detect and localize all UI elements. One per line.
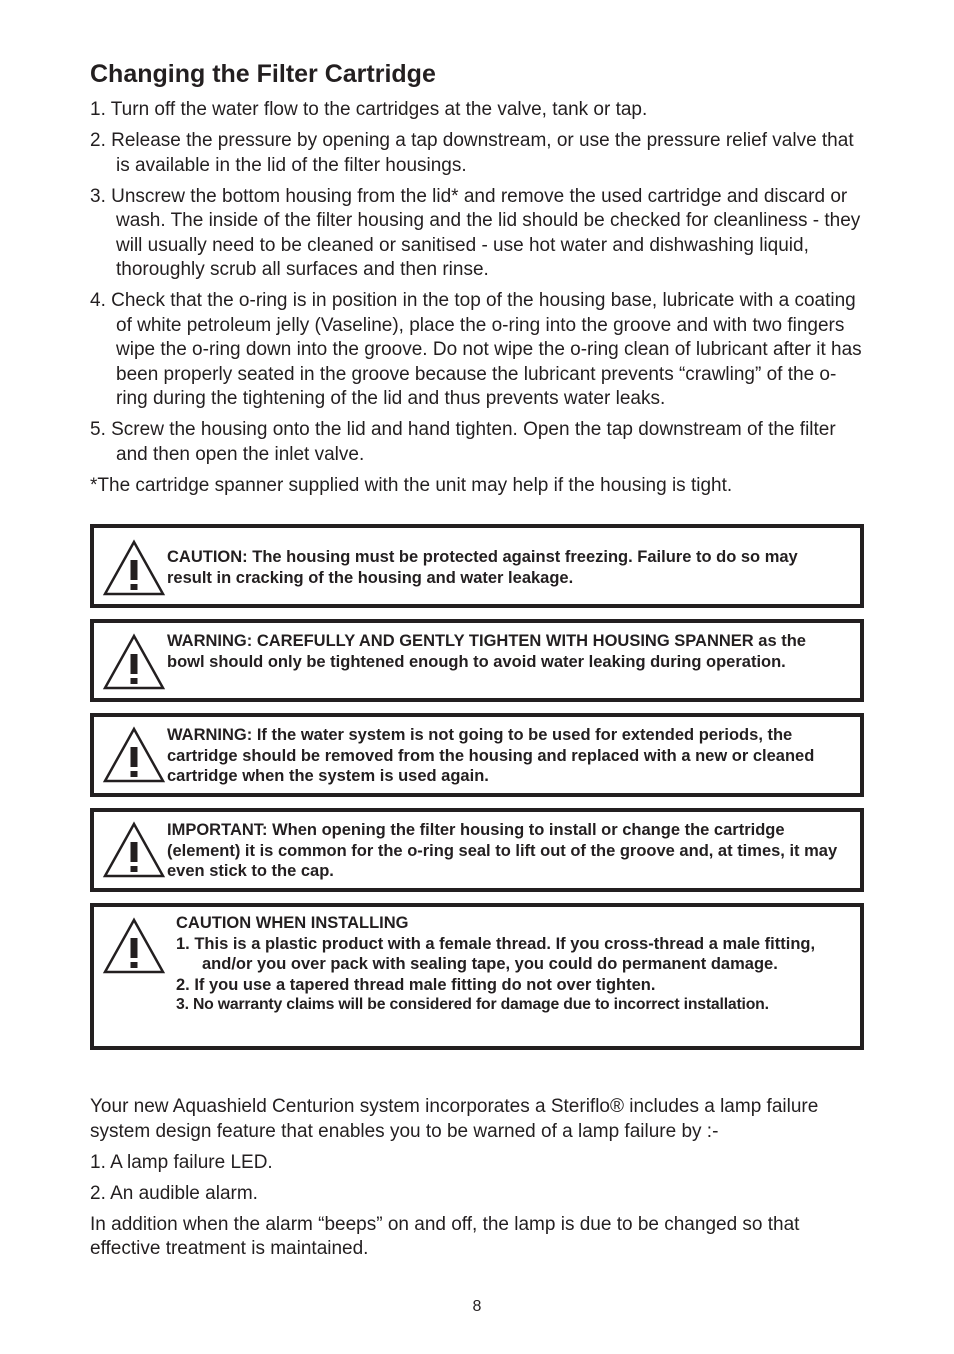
lamp-intro: Your new Aquashield Centurion system incorporates a Steriflo® includes a lamp failure system design feature that enables you to be warned of a lamp failure by :- <box>90 1096 819 1142</box>
step-5: 5. Screw the housing onto the lid and hand tighten. Open the tap downstream of the filter and then open the inlet valve. <box>90 419 836 465</box>
caution-installing-box <box>90 903 864 1050</box>
install-heading: CAUTION WHEN INSTALLING <box>176 914 409 932</box>
install-item-2: 2. If you use a tapered thread male fitting do not over tighten. <box>176 975 656 994</box>
notice-boxes <box>90 524 865 1050</box>
warning-tighten-box <box>90 619 864 702</box>
step-3: 3. Unscrew the bottom housing from the lid* and remove the used cartridge and discard or wash. The inside of the filter housing and the lid should be checked for cleanliness - they will usually need to be cleaned or sanitised - use hot water and dishwashing liquid, thoroughly scrub all surfaces and then rinse. <box>90 185 861 280</box>
page-number: 8 <box>472 1298 482 1315</box>
lamp-item-2: 2. An audible alarm. <box>90 1182 258 1204</box>
lamp-closing: In addition when the alarm “beeps” on and off, the lamp is due to be changed so that effective treatment is maintained. <box>90 1213 800 1259</box>
footnote: *The cartridge spanner supplied with the unit may help if the housing is tight. <box>90 474 733 496</box>
caution-freezing-box <box>90 524 864 608</box>
step-4: 4. Check that the o-ring is in position in the top of the housing base, lubricate with a coating of white petroleum jelly (Vaseline), place the o-ring into the groove and with two fingers wipe the o-ring down into the groove. Do not wipe the o-ring clean of lubricant after it has been properly seated in the groove because the lubricant prevents “crawling” of the o-ring during the tightening of the lid and thus prevents water leaks. <box>90 290 862 409</box>
warning-triangle-icon <box>101 538 167 598</box>
notice-text: CAUTION: The housing must be protected against freezing. Failure to do so may result in cracking of the housing and water leakage. <box>167 548 798 587</box>
install-item-3: 3. No warranty claims will be considered for damage due to incorrect installation. <box>176 996 769 1014</box>
lamp-failure-section <box>90 1095 865 1268</box>
warning-triangle-icon <box>101 916 167 976</box>
lamp-item-1: 1. A lamp failure LED. <box>90 1151 273 1173</box>
step-1: 1. Turn off the water flow to the cartridges at the valve, tank or tap. <box>90 99 648 120</box>
notice-text: WARNING: CAREFULLY AND GENTLY TIGHTEN WITH HOUSING SPANNER as the bowl should only be tightened enough to avoid water leaking during operation. <box>167 632 806 671</box>
page-title: Changing the Filter Cartridge <box>90 60 436 88</box>
warning-extended-periods-box <box>90 713 864 797</box>
warning-triangle-icon <box>101 632 167 692</box>
instruction-steps <box>90 98 865 498</box>
filter-cartridge-section <box>90 58 865 1061</box>
step-2: 2. Release the pressure by opening a tap downstream, or use the pressure relief valve that is available in the lid of the filter housings. <box>90 130 854 176</box>
warning-triangle-icon <box>101 725 167 785</box>
notice-text: IMPORTANT: When opening the filter housing to install or change the cartridge (element) it is common for the o-ring seal to lift out of the groove and, at times, it may even stick to the cap. <box>167 821 838 881</box>
install-item-1: 1. This is a plastic product with a female thread. If you cross-thread a male fitting, and/or you over pack with sealing tape, you could do permanent damage. <box>176 934 816 974</box>
notice-text: WARNING: If the water system is not going to be used for extended periods, the cartridge should be removed from the housing and replaced with a new or cleaned cartridge when the system is used again. <box>167 726 815 786</box>
warning-triangle-icon <box>101 820 167 880</box>
important-oring-box <box>90 808 864 892</box>
